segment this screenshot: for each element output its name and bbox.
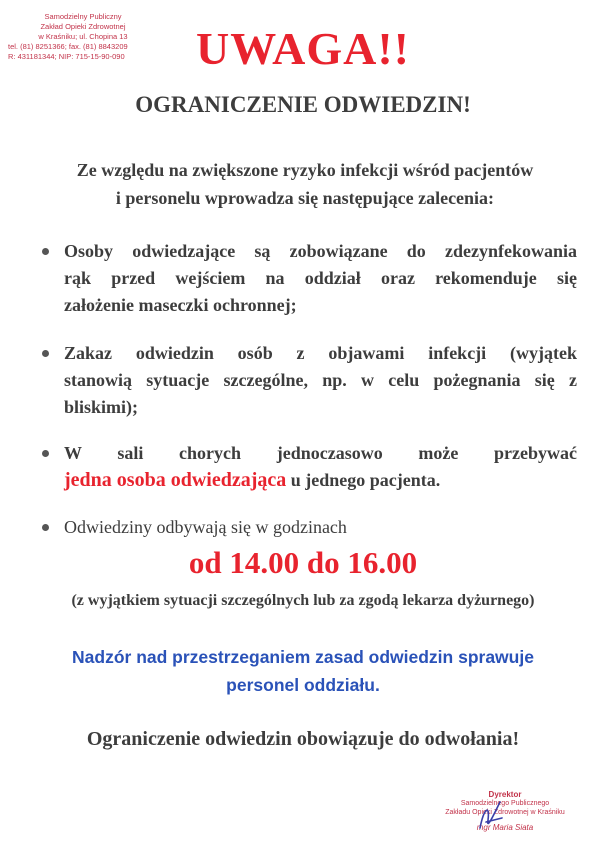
- bullet-dot-icon: [42, 248, 49, 255]
- director-stamp: [420, 790, 590, 832]
- stamp-line-1: Samodzielny Publiczny: [44, 12, 122, 21]
- bullet-3-line-2-rest: u jednego pacjenta.: [286, 470, 441, 490]
- page-subtitle: OGRANICZENIE ODWIEDZIN!: [135, 92, 471, 117]
- bullet-1-line-3: założenie maseczki ochronnej;: [64, 295, 297, 315]
- intro-line-1: Ze względu na zwiększone ryzyko infekcji wśród pacjentów: [76, 160, 534, 180]
- bullet-2-line-2: stanowią sytuacje szczególne, np. w celu pożegnania się z: [64, 370, 577, 390]
- visiting-hours: od 14.00 do 16.00: [188, 545, 418, 580]
- bullet-item-visiting-hours: [42, 514, 577, 541]
- director-line-2: Zakładu Opieki Zdrowotnej w Kraśniku: [445, 809, 565, 816]
- bullet-dot-icon: [42, 450, 49, 457]
- supervision-line-1: Nadzór nad przestrzeganiem zasad odwiedzin sprawuje: [72, 647, 534, 667]
- director-title: Dyrektor: [488, 790, 522, 799]
- stamp-line-3: w Kraśniku; ul. Chopina 13: [38, 32, 128, 41]
- bullet-3-line-2: [64, 467, 577, 494]
- bullet-item-disinfection: [42, 238, 577, 319]
- bullet-1-line-2: rąk przed wejściem na oddział oraz rekomenduje się: [64, 268, 577, 288]
- bullet-dot-icon: [42, 524, 49, 531]
- bullet-4-line-1: Odwiedziny odbywają się w godzinach: [64, 517, 347, 537]
- one-visitor-highlight: jedna osoba odwiedzająca: [64, 469, 287, 491]
- bullet-1-line-1: Osoby odwiedzające są zobowiązane do zdezynfekowania: [64, 241, 577, 261]
- intro-line-2: i personelu wprowadza się następujące zalecenia:: [115, 188, 495, 208]
- hours-exception-note: (z wyjątkiem sytuacji szczególnych lub za zgodą lekarza dyżurnego): [71, 592, 535, 609]
- bullet-2-line-1: Zakaz odwiedzin osób z objawami infekcji (wyjątek: [64, 343, 577, 363]
- intro-paragraph: [40, 156, 570, 212]
- handwritten-signature-icon: [476, 798, 504, 838]
- bullet-3-line-1: W sali chorych jednoczasowo może przebywać: [64, 443, 577, 463]
- bullet-item-infection-ban: [42, 340, 577, 421]
- director-line-1: Samodzielnego Publicznego: [460, 800, 550, 807]
- supervision-note: [30, 643, 576, 699]
- stamp-line-4: tel. (81) 8251366; fax. (81) 8843209: [8, 42, 128, 51]
- bullet-item-one-visitor: [42, 440, 577, 494]
- bullet-2-line-3: bliskimi);: [64, 397, 139, 417]
- stamp-line-5: R: 431181344; NIP: 715-15-90-090: [8, 52, 125, 61]
- bullet-dot-icon: [42, 350, 49, 357]
- stamp-line-2: Zakład Opieki Zdrowotnej: [40, 22, 126, 31]
- final-notice: Ograniczenie odwiedzin obowiązuje do odwołania!: [86, 728, 520, 750]
- supervision-line-2: personel oddziału.: [226, 675, 380, 695]
- page-title: UWAGA!!: [196, 23, 410, 74]
- director-name: mgr Maria Siata: [476, 823, 534, 832]
